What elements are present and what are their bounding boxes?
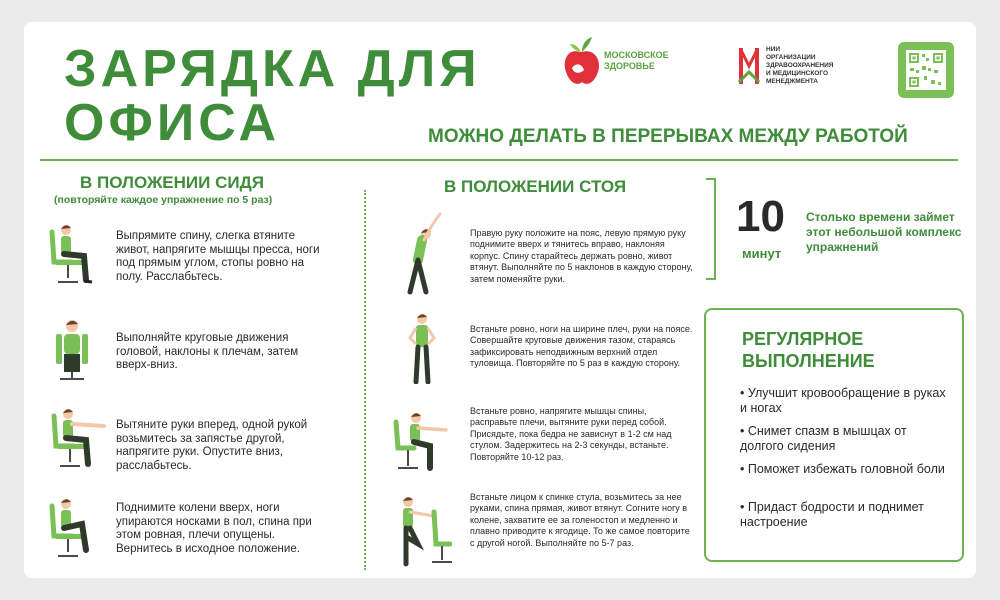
moscow-health-line-2: ЗДОРОВЬЕ <box>604 61 655 71</box>
sitting-exercise-2: Выполняйте круговые движения головой, наклоны к плечам, затем вверх-вниз. <box>116 332 299 371</box>
qr-code[interactable] <box>898 42 954 98</box>
title-line-1: ЗАРЯДКА ДЛЯ <box>64 40 481 98</box>
nii-text <box>766 46 833 86</box>
standing-exercise-3: Встаньте ровно, напрягите мышцы спины, расправьте плечи, вытяните руки перед собой. Присядьте, пока бедра не зависнут в 1-2 см над стулом. Задержитесь на 2-3 секунды, встаньте. Повторяйте 10-12 раз. <box>470 406 672 462</box>
sitting-exercise-3: Вытяните руки вперед, одной рукой возьмитесь за запястье другой, напрягите руки. Опустите вниз, расслабьтесь. <box>116 419 308 472</box>
benefit-item: • Поможет избежать головной боли <box>740 462 945 476</box>
qr-code-icon <box>898 42 954 98</box>
sitting-straight-figure <box>42 222 102 288</box>
standing-exercise-4: Встаньте лицом к спинке стула, возьмитесь за нее руками, спина прямая, живот втянут. Согните ногу в колене, захватите ее за голеностоп и медленно и плавно приводите к ягодице. То же самое повторите с другой ногой. Выполняйте по 5-7 раз. <box>470 492 690 548</box>
sitting-exercise-1: Выпрямите спину, слегка втяните живот, напрягите мышцы пресса, ноги под прямым углом, стопы ровно на полу. Расслабьтесь. <box>116 230 320 283</box>
nii-line-1: НИИ <box>766 46 781 53</box>
benefit-item: • Улучшит кровообращение в руках и ногах <box>740 386 946 415</box>
benefit-item: • Придаст бодрости и поднимет настроение <box>740 500 924 529</box>
standing-heading: В ПОЛОЖЕНИИ СТОЯ <box>444 177 627 196</box>
benefits-title-line-2: ВЫПОЛНЕНИЕ <box>742 351 875 371</box>
sitting-heading: В ПОЛОЖЕНИИ СИДЯ <box>80 173 264 192</box>
title-line-2: ОФИСА <box>64 94 281 152</box>
benefits-title-line-1: РЕГУЛЯРНОЕ <box>742 329 864 349</box>
sitting-note: (повторяйте каждое упражнение по 5 раз) <box>54 194 273 206</box>
standing-hip-circles-figure <box>402 312 442 384</box>
moscow-health-logo <box>560 34 690 90</box>
header-divider <box>40 159 958 161</box>
sitting-knees-up-figure <box>42 496 102 562</box>
standing-exercise-1: Правую руку положите на пояс, левую прямую руку поднимите вверх и тянитесь вправо, наклоняя корпус. Спину старайтесь держать ровно, живот втянут. Выполняйте по 5 наклонов в каждую сторону, затем поменяйте руки. <box>470 228 693 284</box>
time-bracket <box>706 178 716 280</box>
standing-quad-stretch-figure <box>388 494 452 568</box>
duration-value: 10 <box>736 192 785 241</box>
benefit-item: • Снимет спазм в мышцах от долгого сидения <box>740 424 907 453</box>
nii-line-5: МЕНЕДЖМЕНТА <box>766 78 818 85</box>
page-title <box>64 42 481 150</box>
sitting-exercise-4: Поднимите колени вверх, ноги упираются носками в пол, спина при этом ровная, плечи опущены. Вернитесь в исходное положение. <box>116 502 312 555</box>
nii-line-3: ЗДРАВООХРАНЕНИЯ <box>766 62 834 69</box>
standing-side-bend-figure <box>396 210 446 296</box>
nii-logo <box>736 44 856 94</box>
sitting-arms-forward-figure <box>44 406 114 472</box>
apple-logo-icon <box>560 34 604 90</box>
benefits-title <box>742 328 875 372</box>
page-subtitle: МОЖНО ДЕЛАТЬ В ПЕРЕРЫВАХ МЕЖДУ РАБОТОЙ <box>428 126 908 147</box>
nii-line-2: ОРГАНИЗАЦИИ <box>766 54 816 61</box>
section-divider <box>364 190 366 570</box>
standing-squat-figure <box>390 402 450 474</box>
moscow-health-line-1: МОСКОВСКОЕ <box>604 50 669 60</box>
nii-line-4: И МЕДИЦИНСКОГО <box>766 70 829 77</box>
poster-card <box>24 22 976 578</box>
moscow-health-text <box>604 50 669 72</box>
duration-note: Столько времени займет этот небольшой комплекс упражнений <box>806 210 962 254</box>
standing-exercise-2: Встаньте ровно, ноги на ширине плеч, руки на поясе. Совершайте круговые движения тазом, стараясь зафиксировать неподвижным верхний отдел туловища. Повторяйте по 5 раз в каждую сторону. <box>470 324 693 369</box>
nii-emblem-icon <box>736 44 762 88</box>
sitting-head-rotation-figure <box>48 316 98 382</box>
duration-unit: минут <box>742 246 782 261</box>
